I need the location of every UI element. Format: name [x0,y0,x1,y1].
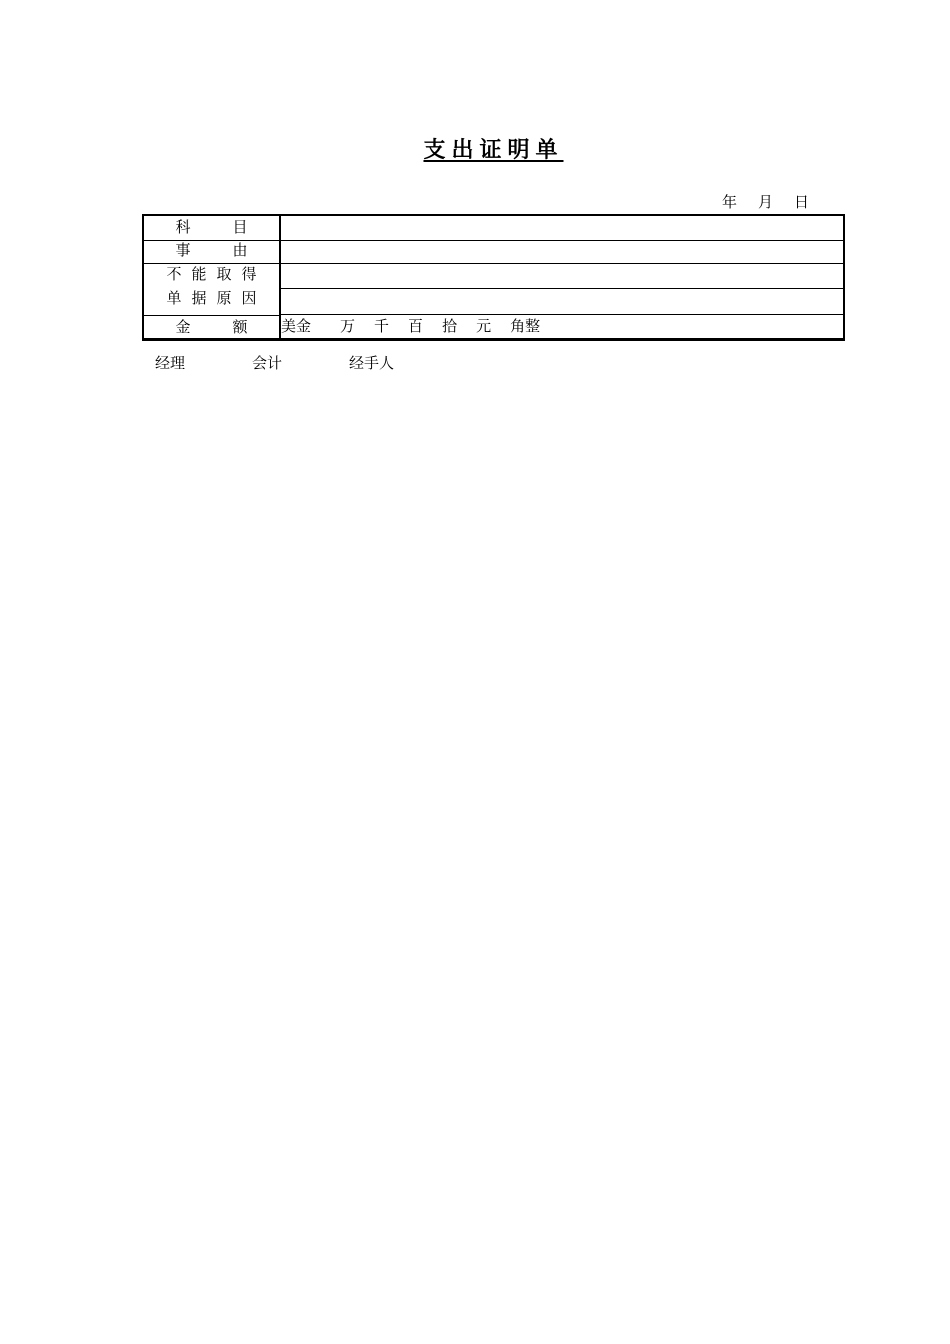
accountant-signature-label: 会计 [252,356,283,372]
amount-unit-wan: 万 [340,319,356,335]
amount-label-cell [144,316,279,340]
date-year-label: 年 [722,195,738,211]
date-day-label: 日 [794,195,810,211]
amount-currency-label: 美金 [281,319,312,335]
no-receipt-label-line2: 单 据 原 因 [166,291,257,307]
subject-label: 科 目 [175,220,248,236]
no-receipt-input-cell-1[interactable] [281,264,843,289]
no-receipt-label-line1: 不 能 取 得 [166,267,257,283]
amount-input-cell[interactable] [281,315,843,338]
date-line [722,191,809,212]
no-receipt-input-cell-2[interactable] [281,289,843,315]
handler-signature-label: 经手人 [349,356,395,372]
reason-label: 事 由 [175,243,248,259]
expense-form-table [142,214,845,341]
date-month-label: 月 [758,195,774,211]
manager-signature-label: 经理 [155,356,186,372]
subject-label-cell [144,216,279,241]
label-column [144,216,281,338]
reason-label-cell [144,241,279,264]
amount-unit-bai: 百 [408,319,424,335]
form-title [142,137,845,163]
amount-label: 金 额 [175,320,248,336]
form-title-text: 支出证明单 [423,137,564,162]
no-receipt-label-cell [144,264,279,316]
reason-input-cell[interactable] [281,241,843,264]
amount-unit-yuan: 元 [476,319,492,335]
amount-unit-qian: 千 [374,319,390,335]
amount-unit-jiaozheng: 角整 [510,319,541,335]
field-column [281,216,843,338]
amount-unit-shi: 拾 [442,319,458,335]
subject-input-cell[interactable] [281,216,843,241]
signature-line [155,352,394,373]
